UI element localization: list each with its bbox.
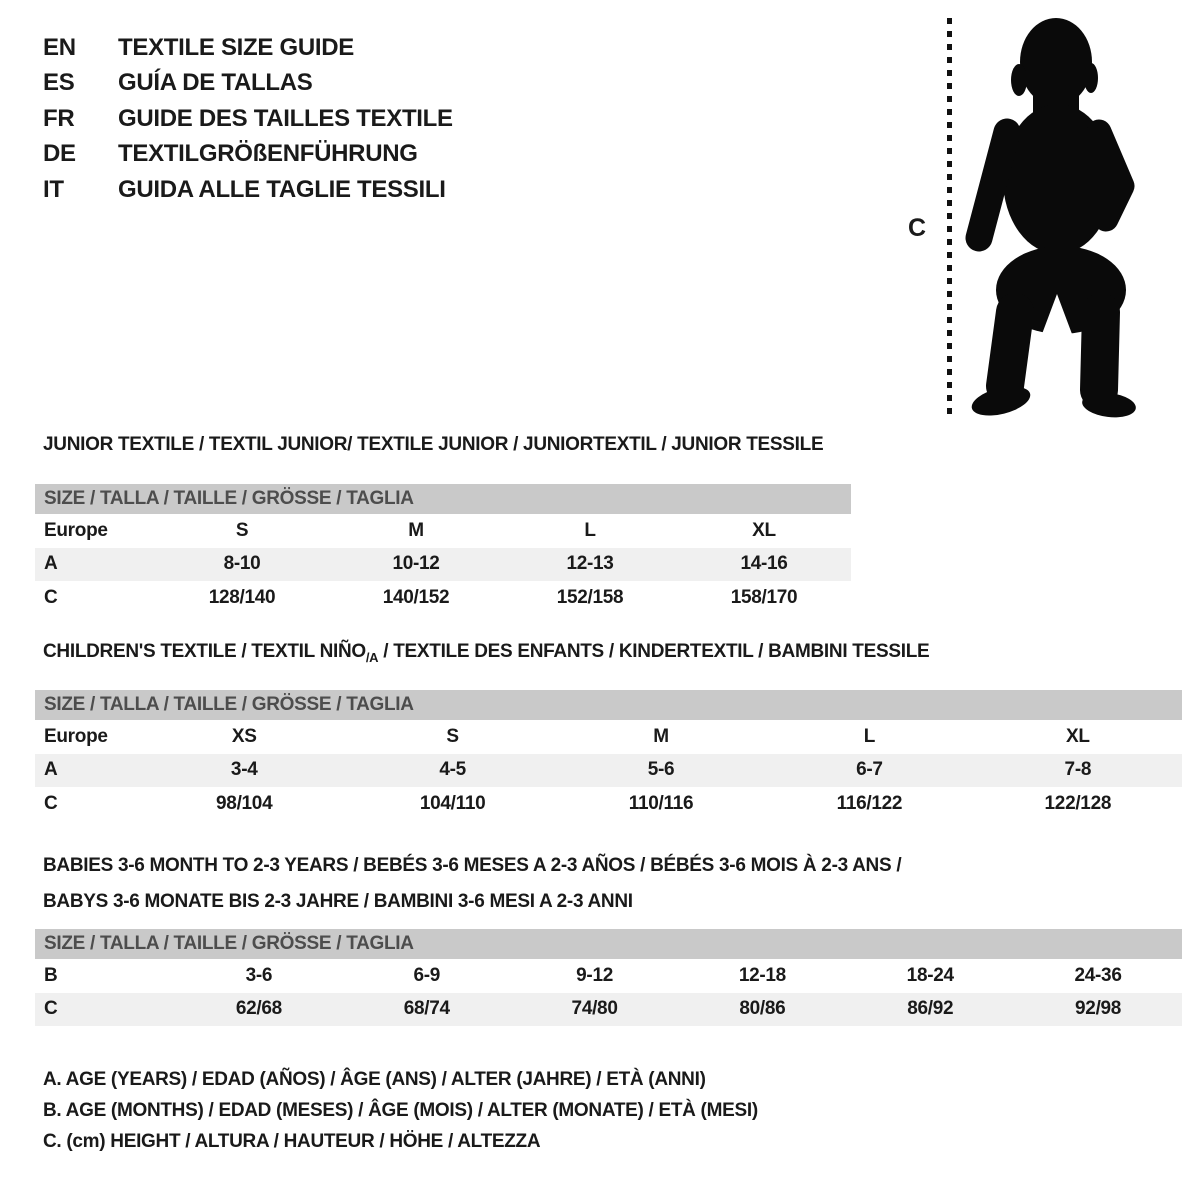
- language-row: [43, 172, 453, 208]
- size-header-bar: SIZE / TALLA / TAILLE / GRÖSSE / TAGLIA: [35, 484, 851, 514]
- height-label-c: C: [908, 214, 926, 242]
- size-cell: 122/128: [1044, 792, 1112, 814]
- language-label: GUÍA DE TALLAS: [118, 69, 313, 97]
- language-code: ES: [43, 69, 75, 97]
- size-cell: 24-36: [1074, 964, 1122, 986]
- table-row: [35, 548, 851, 582]
- babies-title-line2: BABYS 3-6 MONATE BIS 2-3 JAHRE / BAMBINI 3-6 MESI A 2-3 ANNI: [43, 891, 633, 912]
- language-code: EN: [43, 33, 76, 61]
- size-cell: 62/68: [235, 998, 282, 1020]
- table-row: [35, 581, 851, 615]
- language-label: TEXTILE SIZE GUIDE: [118, 33, 354, 61]
- language-code: IT: [43, 175, 64, 203]
- size-cell: 5-6: [647, 759, 675, 781]
- row-label-cell: A: [44, 553, 58, 575]
- table-row: [35, 754, 1182, 788]
- table-row: [35, 959, 1182, 993]
- language-label: TEXTILGRÖßENFÜHRUNG: [118, 140, 418, 168]
- babies-title-line1: BABIES 3-6 MONTH TO 2-3 YEARS / BEBÉS 3-6 MESES A 2-3 AÑOS / BÉBÉS 3-6 MOIS À 2-3 ANS /: [43, 855, 902, 876]
- language-row: [43, 137, 453, 173]
- size-cell: 86/92: [907, 998, 954, 1020]
- junior-section-title: JUNIOR TEXTILE / TEXTIL JUNIOR/ TEXTILE JUNIOR / JUNIORTEXTIL / JUNIOR TESSILE: [43, 434, 824, 455]
- size-cell: L: [584, 519, 596, 541]
- junior-size-table: [35, 484, 851, 615]
- language-code: DE: [43, 140, 76, 168]
- footnote-line-a: A. AGE (YEARS) / EDAD (AÑOS) / ÂGE (ANS) / ALTER (JAHRE) / ETÀ (ANNI): [43, 1069, 706, 1090]
- language-row: [43, 66, 453, 102]
- size-cell: S: [235, 519, 249, 541]
- size-cell: 104/110: [419, 792, 486, 814]
- size-cell: 6-9: [413, 964, 441, 986]
- row-label-cell: B: [44, 964, 58, 986]
- size-cell: 8-10: [223, 553, 261, 575]
- size-cell: 116/122: [836, 792, 903, 814]
- size-header-bar: SIZE / TALLA / TAILLE / GRÖSSE / TAGLIA: [35, 929, 1182, 959]
- children-size-table: [35, 690, 1182, 821]
- row-label-cell: C: [44, 792, 58, 814]
- size-cell: L: [863, 725, 876, 747]
- footnote-line-c: C. (cm) HEIGHT / ALTURA / HAUTEUR / HÖHE / ALTEZZA: [43, 1131, 541, 1152]
- size-cell: 92/98: [1075, 998, 1122, 1020]
- table-row: [35, 720, 1182, 754]
- babies-section-title: [43, 848, 901, 920]
- size-cell: XS: [231, 725, 257, 747]
- size-cell: 98/104: [216, 792, 273, 814]
- language-row: [43, 30, 453, 66]
- size-cell: 7-8: [1064, 759, 1092, 781]
- size-cell: 140/152: [382, 586, 450, 608]
- table-row: [35, 787, 1182, 821]
- size-cell: 12-18: [738, 964, 786, 986]
- babies-size-table: [35, 929, 1182, 1026]
- size-cell: M: [408, 519, 424, 541]
- size-cell: S: [446, 725, 459, 747]
- toddler-silhouette-icon: [963, 14, 1141, 426]
- size-cell: 18-24: [906, 964, 954, 986]
- size-cell: XL: [752, 519, 776, 541]
- language-label: GUIDE DES TAILLES TEXTILE: [118, 104, 453, 132]
- size-cell: 3-4: [230, 759, 258, 781]
- size-cell: 128/140: [208, 586, 276, 608]
- size-cell: 152/158: [556, 586, 624, 608]
- size-cell: 6-7: [856, 759, 883, 781]
- row-label-cell: A: [44, 759, 58, 781]
- row-label-cell: Europe: [44, 519, 108, 541]
- footnote-line-b: B. AGE (MONTHS) / EDAD (MESES) / ÂGE (MOIS) / ALTER (MONATE) / ETÀ (MESI): [43, 1100, 758, 1121]
- row-label-cell: Europe: [44, 725, 108, 747]
- table-row: [35, 993, 1182, 1027]
- size-cell: 80/86: [739, 998, 786, 1020]
- size-cell: 74/80: [571, 998, 618, 1020]
- size-cell: 14-16: [740, 553, 788, 575]
- footnotes: [43, 1064, 758, 1157]
- size-cell: 110/116: [628, 792, 694, 814]
- size-cell: 68/74: [403, 998, 450, 1020]
- children-title-subscript: /A: [365, 649, 379, 665]
- size-cell: M: [653, 725, 669, 747]
- size-cell: 9-12: [576, 964, 613, 986]
- size-cell: 158/170: [730, 586, 798, 608]
- row-label-cell: C: [44, 998, 58, 1020]
- language-row: [43, 101, 453, 137]
- language-code: FR: [43, 104, 75, 132]
- children-section-title: [43, 641, 929, 665]
- row-label-cell: C: [44, 586, 58, 608]
- size-cell: XL: [1065, 725, 1090, 747]
- children-title-text: / TEXTILE DES ENFANTS / KINDERTEXTIL / BAMBINI TESSILE: [378, 641, 930, 662]
- language-label: GUIDA ALLE TAGLIE TESSILI: [118, 175, 446, 203]
- size-header-bar: SIZE / TALLA / TAILLE / GRÖSSE / TAGLIA: [35, 690, 1182, 720]
- table-row: [35, 514, 851, 548]
- children-title-text: CHILDREN'S TEXTILE / TEXTIL NIÑO: [43, 641, 366, 662]
- size-cell: 3-6: [245, 964, 273, 986]
- size-cell: 12-13: [566, 553, 614, 575]
- size-cell: 4-5: [439, 759, 466, 781]
- language-title-list: [43, 30, 453, 208]
- height-dashed-line: [947, 18, 952, 418]
- size-cell: 10-12: [392, 553, 440, 575]
